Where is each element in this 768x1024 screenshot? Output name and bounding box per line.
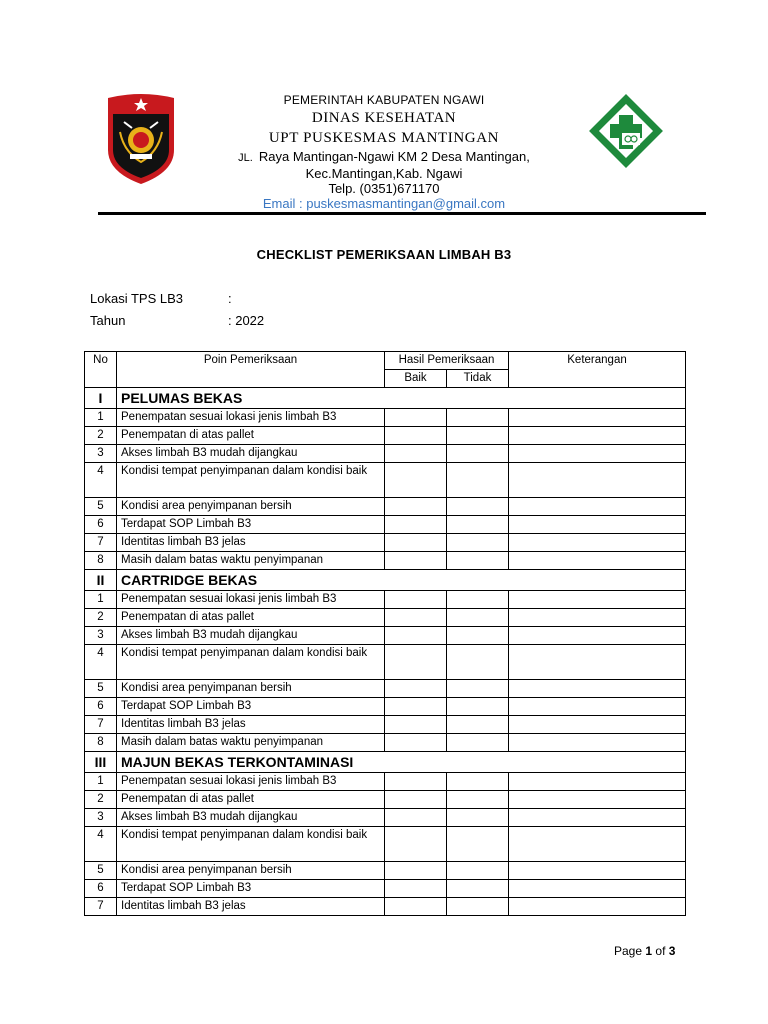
keterangan-cell[interactable] [509, 862, 686, 880]
header-hasil: Hasil Pemeriksaan [385, 352, 509, 370]
keterangan-cell[interactable] [509, 809, 686, 827]
checklist-row [85, 552, 686, 570]
checklist-row [85, 627, 686, 645]
tidak-cell[interactable] [447, 880, 509, 898]
tidak-cell[interactable] [447, 591, 509, 609]
tidak-cell[interactable] [447, 498, 509, 516]
item-text: Masih dalam batas waktu penyimpanan [117, 734, 385, 752]
section-number: II [85, 570, 117, 591]
header-tidak: Tidak [447, 370, 509, 388]
keterangan-cell[interactable] [509, 591, 686, 609]
item-number: 4 [85, 827, 117, 862]
item-number: 2 [85, 609, 117, 627]
item-text: Penempatan sesuai lokasi jenis limbah B3 [117, 773, 385, 791]
keterangan-cell[interactable] [509, 427, 686, 445]
section-row [85, 388, 686, 409]
baik-cell[interactable] [385, 609, 447, 627]
keterangan-cell[interactable] [509, 534, 686, 552]
item-number: 6 [85, 516, 117, 534]
keterangan-cell[interactable] [509, 409, 686, 427]
checklist-row [85, 445, 686, 463]
item-number: 2 [85, 427, 117, 445]
checklist-body [85, 388, 686, 916]
keterangan-cell[interactable] [509, 445, 686, 463]
tahun-label: Tahun [90, 313, 126, 328]
keterangan-cell[interactable] [509, 463, 686, 498]
baik-cell[interactable] [385, 716, 447, 734]
section-title: CARTRIDGE BEKAS [117, 570, 686, 591]
baik-cell[interactable] [385, 827, 447, 862]
item-number: 3 [85, 809, 117, 827]
tidak-cell[interactable] [447, 463, 509, 498]
lokasi-label: Lokasi TPS LB3 [90, 291, 183, 306]
keterangan-cell[interactable] [509, 498, 686, 516]
checklist-row [85, 880, 686, 898]
checklist-row [85, 409, 686, 427]
baik-cell[interactable] [385, 445, 447, 463]
section-title: MAJUN BEKAS TERKONTAMINASI [117, 752, 686, 773]
keterangan-cell[interactable] [509, 773, 686, 791]
item-text: Kondisi area penyimpanan bersih [117, 498, 385, 516]
tidak-cell[interactable] [447, 791, 509, 809]
tidak-cell[interactable] [447, 809, 509, 827]
item-text: Kondisi tempat penyimpanan dalam kondisi baik [117, 645, 385, 680]
item-number: 6 [85, 698, 117, 716]
checklist-row [85, 791, 686, 809]
item-number: 1 [85, 773, 117, 791]
baik-cell[interactable] [385, 791, 447, 809]
baik-cell[interactable] [385, 409, 447, 427]
item-text: Penempatan sesuai lokasi jenis limbah B3 [117, 409, 385, 427]
keterangan-cell[interactable] [509, 827, 686, 862]
item-number: 5 [85, 680, 117, 698]
item-number: 2 [85, 791, 117, 809]
tidak-cell[interactable] [447, 552, 509, 570]
keterangan-cell[interactable] [509, 516, 686, 534]
baik-cell[interactable] [385, 734, 447, 752]
email-address: Email : puskesmasmantingan@gmail.com [262, 196, 506, 211]
item-text: Penempatan sesuai lokasi jenis limbah B3 [117, 591, 385, 609]
baik-cell[interactable] [385, 645, 447, 680]
table-header-row [85, 352, 686, 370]
checklist-row [85, 427, 686, 445]
item-text: Masih dalam batas waktu penyimpanan [117, 552, 385, 570]
tidak-cell[interactable] [447, 716, 509, 734]
lokasi-value: : [228, 291, 232, 306]
item-number: 5 [85, 498, 117, 516]
checklist-row [85, 898, 686, 916]
item-text: Penempatan di atas pallet [117, 791, 385, 809]
tidak-cell[interactable] [447, 409, 509, 427]
checklist-row [85, 534, 686, 552]
keterangan-cell[interactable] [509, 898, 686, 916]
checklist-row [85, 645, 686, 680]
document-title: CHECKLIST PEMERIKSAAN LIMBAH B3 [256, 247, 512, 262]
item-number: 7 [85, 716, 117, 734]
baik-cell[interactable] [385, 516, 447, 534]
meta-tahun [90, 313, 264, 328]
checklist-row [85, 698, 686, 716]
government-name: PEMERINTAH KABUPATEN NGAWI [283, 93, 485, 107]
tidak-cell[interactable] [447, 698, 509, 716]
baik-cell[interactable] [385, 680, 447, 698]
address-prefix: JL. [238, 152, 253, 164]
ngawi-emblem-logo [104, 92, 178, 186]
checklist-table [84, 351, 686, 916]
item-number: 5 [85, 862, 117, 880]
keterangan-cell[interactable] [509, 698, 686, 716]
baik-cell[interactable] [385, 809, 447, 827]
address-line-2: Kec.Mantingan,Kab. Ngawi [305, 166, 463, 181]
keterangan-cell[interactable] [509, 645, 686, 680]
keterangan-cell[interactable] [509, 716, 686, 734]
keterangan-cell[interactable] [509, 552, 686, 570]
item-text: Kondisi area penyimpanan bersih [117, 680, 385, 698]
keterangan-cell[interactable] [509, 680, 686, 698]
tidak-cell[interactable] [447, 645, 509, 680]
item-text: Akses limbah B3 mudah dijangkau [117, 445, 385, 463]
baik-cell[interactable] [385, 463, 447, 498]
keterangan-cell[interactable] [509, 609, 686, 627]
checklist-row [85, 463, 686, 498]
section-number: I [85, 388, 117, 409]
item-text: Akses limbah B3 mudah dijangkau [117, 809, 385, 827]
address-line-1 [200, 150, 568, 164]
baik-cell[interactable] [385, 880, 447, 898]
section-title: PELUMAS BEKAS [117, 388, 686, 409]
baik-cell[interactable] [385, 591, 447, 609]
baik-cell[interactable] [385, 898, 447, 916]
checklist-row [85, 734, 686, 752]
header-no: No [85, 352, 117, 388]
checklist-row [85, 827, 686, 862]
address-street: Raya Mantingan-Ngawi KM 2 Desa Mantingan, [258, 149, 530, 164]
tahun-value: : 2022 [228, 313, 265, 328]
item-number: 8 [85, 734, 117, 752]
keterangan-cell[interactable] [509, 627, 686, 645]
item-number: 1 [85, 409, 117, 427]
item-number: 1 [85, 591, 117, 609]
baik-cell[interactable] [385, 698, 447, 716]
baik-cell[interactable] [385, 552, 447, 570]
agency-name: DINAS KESEHATAN [311, 110, 457, 126]
tidak-cell[interactable] [447, 427, 509, 445]
checklist-row [85, 773, 686, 791]
item-number: 4 [85, 645, 117, 680]
item-number: 4 [85, 463, 117, 498]
tidak-cell[interactable] [447, 773, 509, 791]
item-text: Akses limbah B3 mudah dijangkau [117, 627, 385, 645]
baik-cell[interactable] [385, 773, 447, 791]
tidak-cell[interactable] [447, 445, 509, 463]
baik-cell[interactable] [385, 534, 447, 552]
checklist-row [85, 516, 686, 534]
section-row [85, 570, 686, 591]
item-text: Identitas limbah B3 jelas [117, 898, 385, 916]
puskesmas-name: UPT PUSKESMAS MANTINGAN [268, 130, 500, 146]
item-text: Kondisi area penyimpanan bersih [117, 862, 385, 880]
header-keterangan: Keterangan [509, 352, 686, 388]
checklist-row [85, 591, 686, 609]
item-text: Kondisi tempat penyimpanan dalam kondisi baik [117, 827, 385, 862]
checklist-row [85, 498, 686, 516]
item-text: Terdapat SOP Limbah B3 [117, 880, 385, 898]
item-text: Identitas limbah B3 jelas [117, 716, 385, 734]
item-number: 3 [85, 445, 117, 463]
tidak-cell[interactable] [447, 609, 509, 627]
baik-cell[interactable] [385, 627, 447, 645]
baik-cell[interactable] [385, 862, 447, 880]
item-text: Penempatan di atas pallet [117, 609, 385, 627]
item-text: Kondisi tempat penyimpanan dalam kondisi baik [117, 463, 385, 498]
item-number: 6 [85, 880, 117, 898]
item-number: 7 [85, 898, 117, 916]
checklist-row [85, 680, 686, 698]
section-row [85, 752, 686, 773]
baik-cell[interactable] [385, 498, 447, 516]
tidak-cell[interactable] [447, 627, 509, 645]
tidak-cell[interactable] [447, 862, 509, 880]
header-baik: Baik [385, 370, 447, 388]
tidak-cell[interactable] [447, 534, 509, 552]
item-text: Terdapat SOP Limbah B3 [117, 698, 385, 716]
header-poin: Poin Pemeriksaan [117, 352, 385, 388]
tidak-cell[interactable] [447, 898, 509, 916]
tidak-cell[interactable] [447, 516, 509, 534]
tidak-cell[interactable] [447, 734, 509, 752]
section-number: III [85, 752, 117, 773]
checklist-row [85, 862, 686, 880]
item-number: 7 [85, 534, 117, 552]
keterangan-cell[interactable] [509, 880, 686, 898]
checklist-row [85, 716, 686, 734]
item-text: Identitas limbah B3 jelas [117, 534, 385, 552]
page-number: Page 1 of 3 [614, 944, 676, 958]
tidak-cell[interactable] [447, 680, 509, 698]
puskesmas-logo [588, 93, 664, 185]
item-number: 3 [85, 627, 117, 645]
checklist-row [85, 809, 686, 827]
letterhead [200, 92, 568, 210]
checklist-row [85, 609, 686, 627]
phone-number: Telp. (0351)671170 [328, 181, 440, 196]
tidak-cell[interactable] [447, 827, 509, 862]
item-text: Penempatan di atas pallet [117, 427, 385, 445]
keterangan-cell[interactable] [509, 734, 686, 752]
item-number: 8 [85, 552, 117, 570]
meta-lokasi [90, 291, 232, 306]
keterangan-cell[interactable] [509, 791, 686, 809]
item-text: Terdapat SOP Limbah B3 [117, 516, 385, 534]
baik-cell[interactable] [385, 427, 447, 445]
letterhead-divider [98, 212, 706, 215]
